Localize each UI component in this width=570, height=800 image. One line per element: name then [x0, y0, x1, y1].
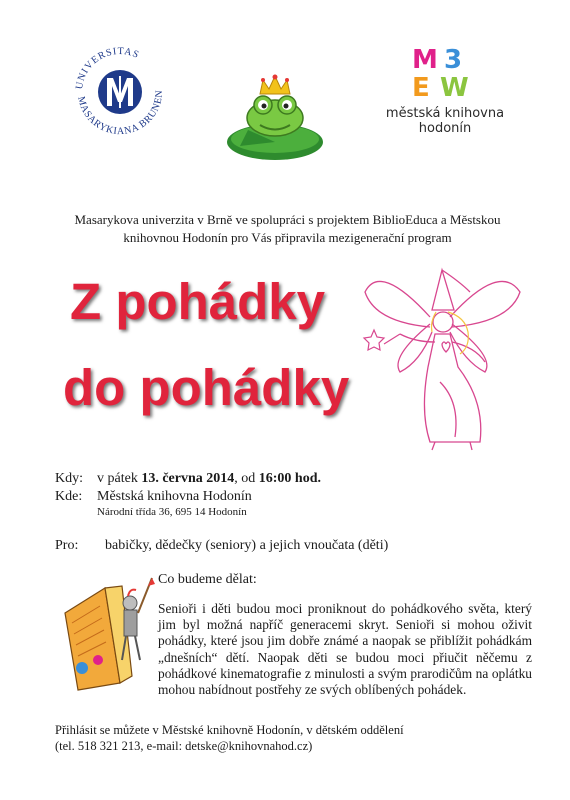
intro-text: Masarykova univerzita v Brně ve spolupráci s projektem BiblioEduca a Městskou knihovnou Hodonín pro Vás připravila mezigenerační program [74, 212, 501, 245]
for-label: Pro: [55, 538, 79, 553]
title-line-2: do pohádky [63, 359, 350, 416]
when-mid: , od [234, 471, 259, 486]
svg-text:3: 3 [444, 45, 463, 75]
for-value: babičky, dědečky (seniory) a jejich vnoučata (děti) [105, 538, 389, 553]
when-prefix: v pátek [97, 471, 142, 486]
where-row [55, 488, 252, 505]
library-name-line1: městská knihovna [385, 106, 505, 121]
svg-text:E: E [412, 73, 430, 102]
where-label: Kde: [55, 489, 83, 504]
masaryk-university-logo [70, 42, 170, 142]
frog-prince-illustration [220, 70, 330, 165]
contact-info: (tel. 518 321 213, e-mail: detske@knihovnahod.cz) [55, 739, 313, 753]
where-address: Národní třída 36, 695 14 Hodonín [97, 506, 247, 518]
svg-text:M: M [412, 45, 438, 75]
book-knight-illustration [60, 568, 160, 693]
title-line-1: Z pohádky [70, 273, 326, 330]
when-row [55, 470, 321, 487]
svg-text:UNIVERSITAS: UNIVERSITAS [73, 45, 142, 91]
registration-info: Přihlásit se můžete v Městské knihovně Hodonín, v dětském oddělení [55, 723, 404, 737]
when-date: 13. června 2014 [141, 471, 235, 486]
section-body: Senioři i děti budou moci proniknout do pohádkového světa, který jim byl možná napříč generacemi skryt. Senioři si mohou oživit pohádky, které jsou jim dobře známé a naopak se přiblížit pohádkám „dnešních“ dětí. Naopak děti se budou moci přiučit něčemu z pohádkové kinematografie z minulosti a svým prarodičům na oplátku mohou nabídnout postřehy ze svých oblíbených pohádek. [158, 601, 532, 698]
library-name-line2: hodonín [418, 121, 472, 136]
for-row [55, 537, 388, 554]
when-time: 16:00 hod. [258, 471, 321, 486]
section-heading: Co budeme dělat: [158, 572, 257, 587]
fairy-illustration [360, 262, 535, 452]
svg-text:W: W [440, 73, 469, 102]
when-label: Kdy: [55, 471, 83, 486]
svg-text:MASARYKIANA BRUNENSIS: MASARYKIANA BRUNEN [75, 89, 166, 138]
city-library-logo [385, 42, 505, 152]
where-value: Městská knihovna Hodonín [97, 489, 252, 504]
